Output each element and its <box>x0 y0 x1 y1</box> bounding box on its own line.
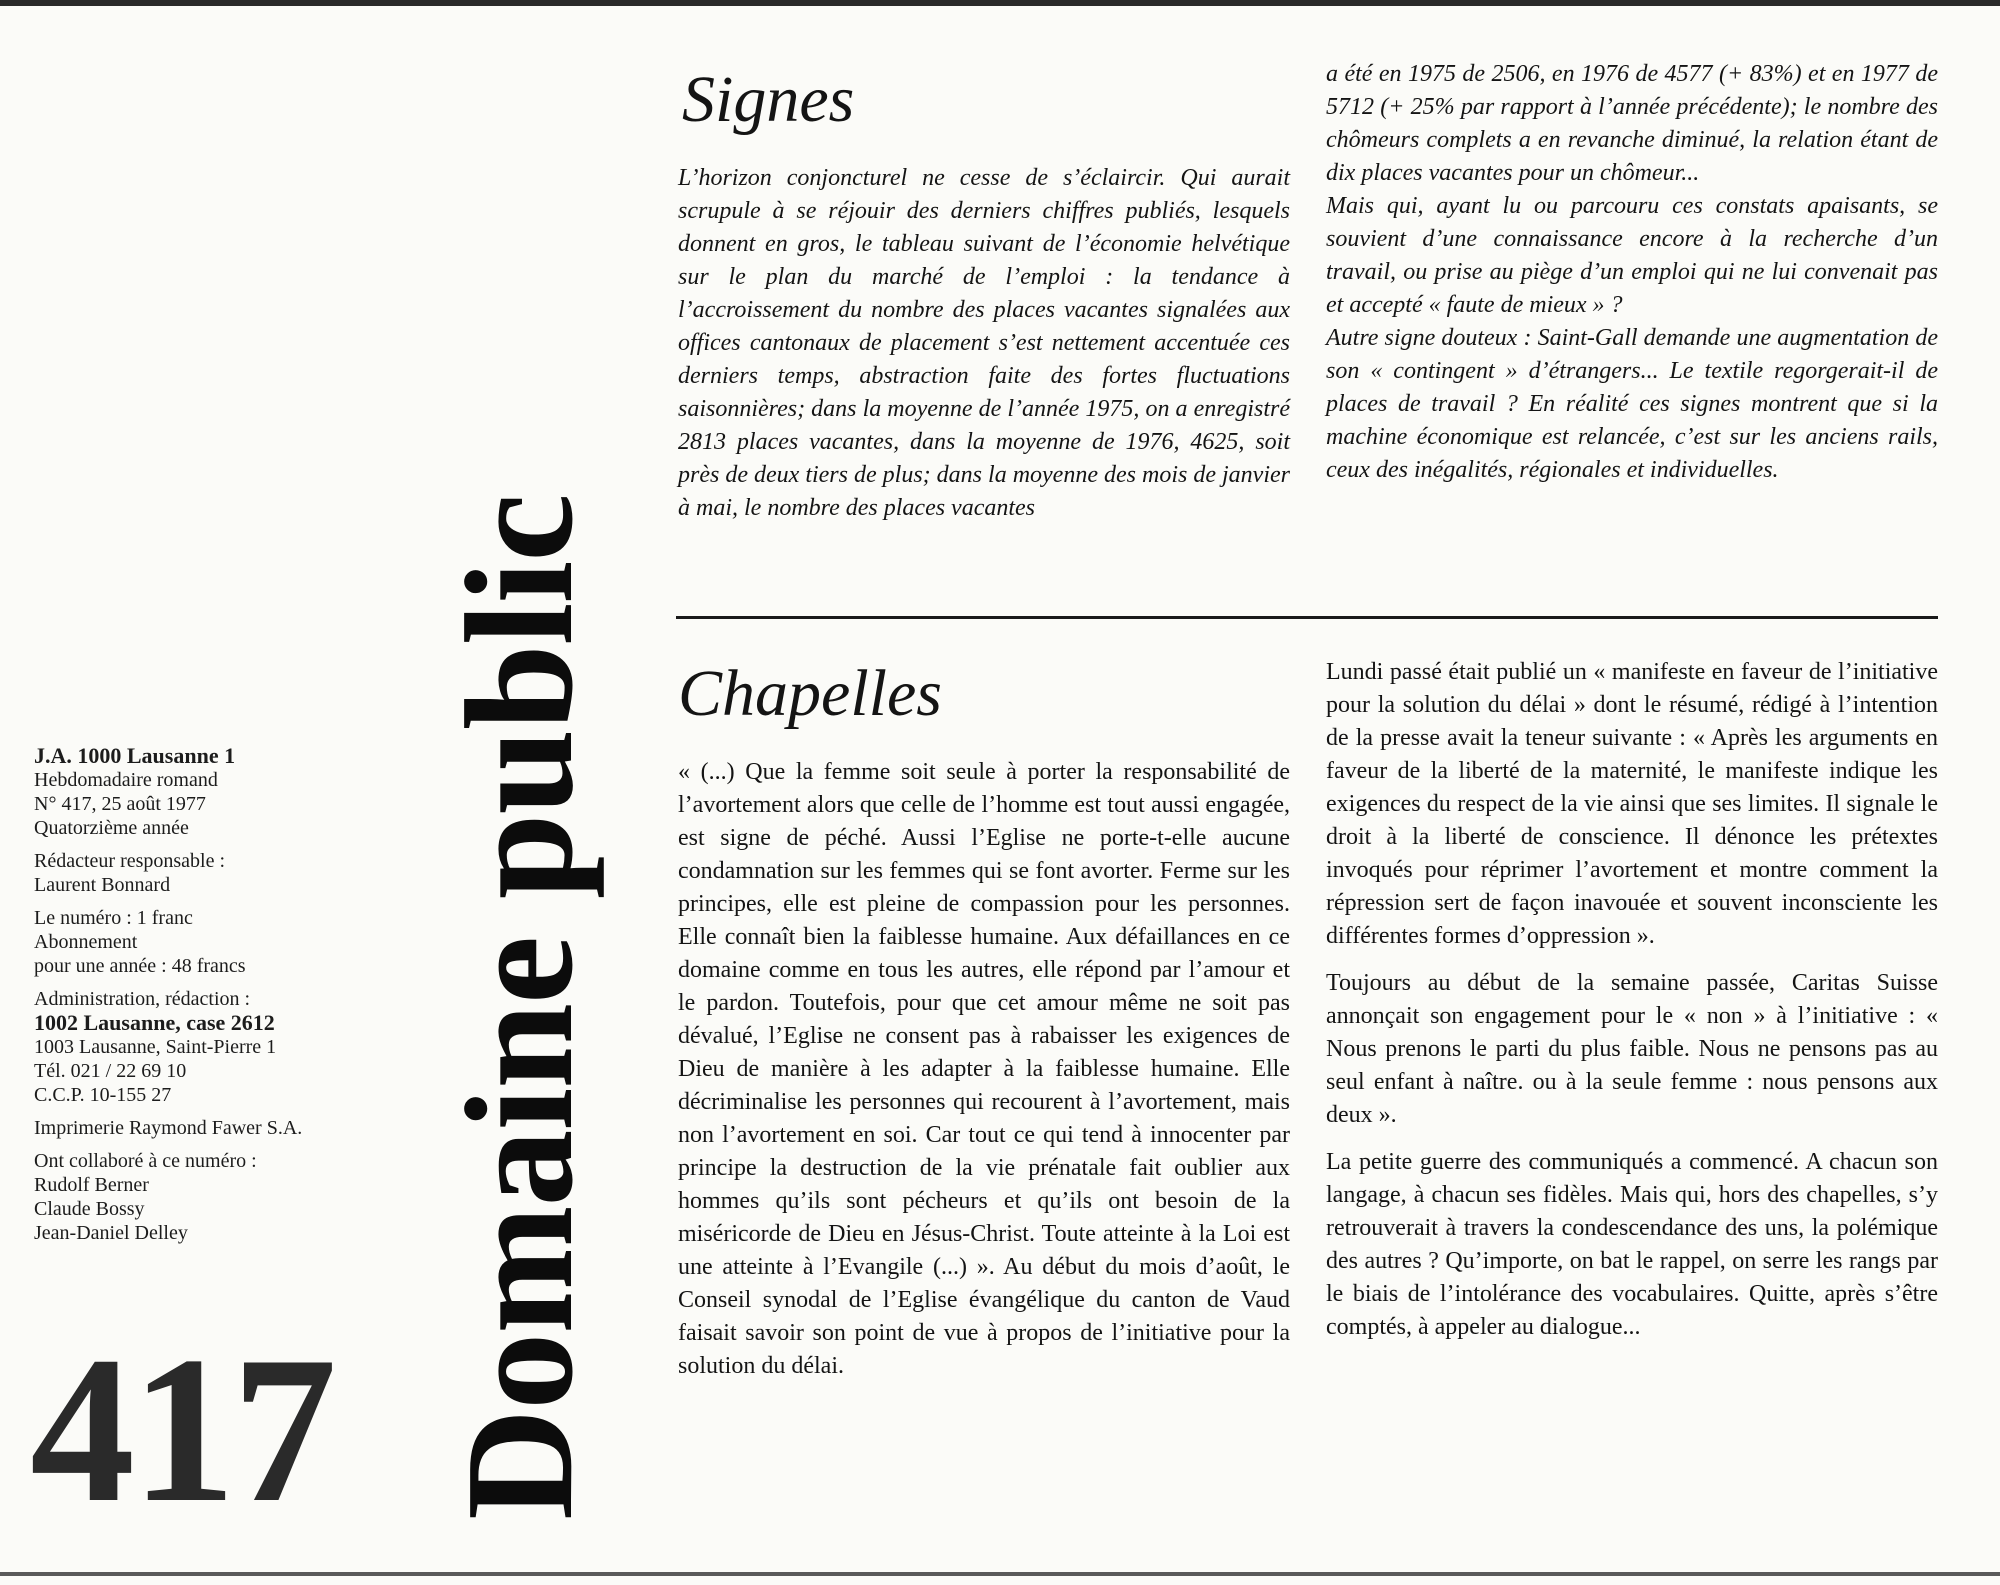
admin-label: Administration, rédaction : <box>34 988 251 1010</box>
contributor: Claude Bossy <box>34 1198 145 1220</box>
issue-date: N° 417, 25 août 1977 <box>34 793 206 815</box>
ja-line: J.A. 1000 Lausanne 1 <box>34 743 236 768</box>
paragraph: Toujours au début de la semaine passée, Caritas Suisse annonçait son engagement pour le « non » à l’initiative : « Nous prenons le parti du plus faible. Nous ne pensons pas au seul enfant à naître. ou à la seule femme : nous pensons aux deux ». <box>1326 970 1938 1128</box>
postal-account: C.C.P. 10-155 27 <box>34 1084 172 1106</box>
phone-number: Tél. 021 / 22 69 10 <box>34 1060 187 1082</box>
impressum <box>34 744 414 1254</box>
bottom-border <box>0 1572 2000 1576</box>
chapelles-column-1 <box>678 756 1290 1383</box>
admin-address: 1002 Lausanne, case 2612 <box>34 1010 275 1035</box>
contributors-label: Ont collaboré à ce numéro : <box>34 1150 257 1172</box>
issue-price: Le numéro : 1 franc <box>34 907 193 929</box>
paragraph: Mais qui, ayant lu ou parcouru ces constats apaisants, se souvient d’une connaissance encore à la recherche d’un travail, ou prise au piège d’un emploi qui ne lui convenait pas et accepté « faute de mieux » ? <box>1326 193 1938 318</box>
paragraph: L’horizon conjoncturel ne cesse de s’éclaircir. Qui aurait scrupule à se réjouir des derniers chiffres publiés, lesquels donnent en gros, le tableau suivant de l’économie helvétique sur le plan du marché de l’emploi : la tendance à l’accroissement du nombre des places vacantes signalées aux offices cantonaux de placement s’est nettement accentuée ces derniers temps, abstraction faite des fortes fluctuations saisonnières; dans la moyenne de l’année 1975, on a enregistré 2813 places vacantes, dans la moyenne de 1976, 4625, soit près de deux tiers de plus; dans la moyenne des mois de janvier à mai, le nombre des places vacantes <box>678 165 1290 521</box>
contributor: Rudolf Berner <box>34 1174 149 1196</box>
paragraph: La petite guerre des communiqués a commencé. A chacun son langage, à chacun ses fidèles. Mais qui, hors des chapelles, s’y retrouverait à travers la condescendance des uns, la polémique des autres ? Qu’importe, on bat le rappel, on serre les rangs par le biais de l’intolérance des vocabulaires. Quitte, après s’être comptés, à appeler au dialogue... <box>1326 1149 1938 1340</box>
signes-column-2 <box>1326 58 1938 487</box>
publication-type: Hebdomadaire romand <box>34 769 218 791</box>
chapelles-title: Chapelles <box>678 657 942 730</box>
paragraph: Autre signe douteux : Saint-Gall demande une augmentation de son « contingent » d’étrangers... Le textile regorgerait-il de places de travail ? En réalité ces signes montrent que si la machine économique est relancée, c’est sur les anciens rails, ceux des inégalités, régionales et individuelles. <box>1326 325 1938 483</box>
signes-column-1 <box>678 162 1290 525</box>
masthead-title: Domaine public <box>435 494 605 1520</box>
street-address: 1003 Lausanne, Saint-Pierre 1 <box>34 1036 277 1058</box>
issue-number: 417 <box>30 1314 333 1546</box>
paragraph: « (...) Que la femme soit seule à porter la responsabilité de l’avortement alors que celle de l’homme est tout aussi engagée, est signe de péché. Aussi l’Eglise ne porte-t-elle aucune condamnation sur les femmes qui se font avorter. Ferme sur les principes, elle est pleine de compassion pour les personnes. Elle connaît bien la faiblesse humaine. Aux défaillances en ce domaine comme en tous les autres, elle répond par l’amour et le pardon. Toutefois, pour que cet amour même ne soit pas dévalué, l’Eglise ne consent pas à rabaisser les exigences de Dieu de manière à les adapter à la faiblesse humaine. Elle décriminalise les personnes qui recourent à l’avortement, mais non l’avortement en soi. Car tout ce qui tend à innocenter par principe la destruction de la vie prénatale fait oublier aux hommes qu’ils sont pécheurs et qu’ils ont besoin de la miséricorde de Dieu en Jésus-Christ. Toute atteinte à la Loi est une atteinte à l’Evangile (...) ». Au début du mois d’août, le Conseil synodal de l’Eglise évangélique du canton de Vaud faisait savoir son point de vue à propos de l’initiative pour la solution du délai. <box>678 759 1290 1379</box>
chapelles-column-2 <box>1326 656 1938 1344</box>
editor-name: Laurent Bonnard <box>34 874 171 896</box>
subscription-price: pour une année : 48 francs <box>34 955 246 977</box>
publication-year: Quatorzième année <box>34 817 189 839</box>
contributor: Jean-Daniel Delley <box>34 1222 188 1244</box>
subscription-label: Abonnement <box>34 931 138 953</box>
paragraph: a été en 1975 de 2506, en 1976 de 4577 (+ 83%) et en 1977 de 5712 (+ 25% par rapport à l’année précédente); le nombre des chômeurs complets a en revanche diminué, la relation étant de dix places vacantes pour un chômeur... <box>1326 61 1938 186</box>
printer: Imprimerie Raymond Fawer S.A. <box>34 1117 303 1139</box>
paragraph: Lundi passé était publié un « manifeste en faveur de l’initiative pour la solution du délai » dont le résumé, rédigé à l’intention de la presse avait la teneur suivante : « Après les arguments en faveur de la liberté de la maternité, le manifeste indique les exigences du respect de la vie ainsi que ses limites. Il signale le droit à la liberté de conscience. Il dénonce les prétextes invoqués pour réprimer l’avortement et montre comment la répression sert de façon inavouée et souvent inconsciente les différentes formes d’oppression ». <box>1326 659 1938 949</box>
top-border <box>0 0 2000 6</box>
editor-label: Rédacteur responsable : <box>34 850 226 872</box>
signes-title: Signes <box>682 63 855 136</box>
section-divider <box>676 616 1938 619</box>
